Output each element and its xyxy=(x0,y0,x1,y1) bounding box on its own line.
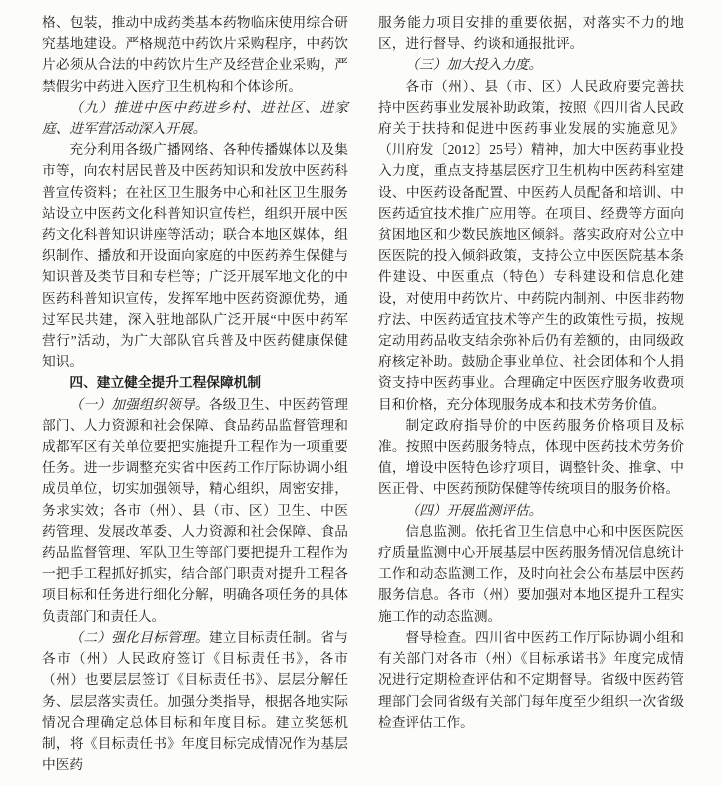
continuation-paragraph: 格、包装，推动中成药类基本药物临床使用综合研究基地建设。严格规范中药饮片采购程序，中药饮片必须从合法的中药饮片生产及经营企业采购，严禁假劣中药进入医疗卫生机构和个体诊所。 xyxy=(42,15,348,94)
left-column xyxy=(42,12,348,775)
item-3-heading: （三）加大投入力度。 xyxy=(405,57,543,73)
clause-label: （一）加强组织领导。 xyxy=(69,396,209,412)
item-4-body-2: 督导检查。四川省中医药工作厅际协调小组和有关部门对各市（州）《目标承诺书》年度完成情况进行定期检查评估和不定期督导。省级中医药管理部门会同省级有关部门每年度至少组织一次省级检查评估工作。 xyxy=(378,629,684,730)
item-3-body-1: 各市（州）、县（市、区）人民政府要完善扶持中医药事业发展补助政策，按照《四川省人民政府关于扶持和促进中医药事业发展的实施意见》（川府发〔2012〕25号）精神，加大中医药事业投入力度，重点支持基层医疗卫生机构中医药科室建设、中医药设备配置、中医药人员配备和培训、中医药适宜技术推广应用等。在项目、经费等方面向贫困地区和少数民族地区倾斜。落实政府对公立中医医院的投入倾斜政策，支持公立中医医院基本条件建设、中医重点（特色）专科建设和信息化建设，对使用中药饮片、中药院内制剂、中医非药物疗法、中医药适宜技术等产生的政策性亏损，按规定动用药品收支结余弥补后仍有差额的，由同级政府核定补助。鼓励企事业单位、社会团体和个人捐资支持中医药事业。合理确定中医医疗服务收费项目和价格，充分体现服务成本和技术劳务价值。 xyxy=(378,78,684,412)
item-2-targets xyxy=(42,627,348,775)
item-4-body-1: 信息监测。依托省卫生信息中心和中医医院医疗质量监测中心开展基层中医药服务情况信息统计工作和动态监测工作，及时向社会公布基层中医药服务信息。各市（州）要加强对本地区提升工程实施工作的动态监测。 xyxy=(378,523,684,624)
item-9-heading: （九）推进中医中药进乡村、进社区、进家庭、进军营活动深入开展。 xyxy=(42,99,348,137)
paragraph-text: 各级卫生、中医药管理部门、人力资源和社会保障、食品药品监督管理和成都军区有关单位要把实施提升工程作为一项重要任务。进一步调整充实省中医药工作厅际协调小组成员单位，切实加强领导，精心组织，周密安排，务求实效；各市（州）、县（市、区）卫生、中医药管理、发展改革委、人力资源和社会保障、食品药品监督管理、军队卫生等部门要把提升工程作为一把手工程抓好抓实，结合部门职责对提升工程各项目标和任务进行细化分解，明确各项任务的具体负责部门和责任人。 xyxy=(42,396,348,624)
right-column xyxy=(378,12,684,733)
item-4-heading: （四）开展监测评估。 xyxy=(405,502,543,518)
paragraph-text: 建立目标责任制。省与各市（州）人民政府签订《目标责任书》，各市（州）也要层层签订《目标责任书》、层层分解任务、层层落实责任。加强分类指导，根据各地实际情况合理确定总体目标和年度目标。建立奖惩机制，将《目标责任书》年度目标完成情况作为基层中医药 xyxy=(42,629,348,773)
item-3-body-2: 制定政府指导价的中医药服务价格项目及标准。按照中医药服务特点，体现中医药技术劳务价值，增设中医特色诊疗项目，调整针灸、推拿、中医正骨、中医药预防保健等传统项目的服务价格。 xyxy=(378,417,684,497)
item-1-organization xyxy=(42,394,348,627)
continuation-paragraph: 服务能力项目安排的重要依据，对落实不力的地区，进行督导、约谈和通报批评。 xyxy=(378,15,684,52)
clause-label: （二）强化目标管理。 xyxy=(69,629,209,645)
section-4-heading: 四、建立健全提升工程保障机制 xyxy=(69,375,262,391)
item-9-body: 充分利用各级广播网络、各种传播媒体以及集市等，向农村居民普及中医药知识和发放中医药科普宣传资料；在社区卫生服务中心和社区卫生服务站设立中医药文化科普知识宣传栏，组织开展中医药文化科普知识讲座等活动；联合本地区媒体，组织制作、播放和开设面向家庭的中医药养生保健与知识普及类节目和专栏等；广泛开展军地文化的中医药科普知识宣传，发挥军地中医药资源优势，通过军民共建，深入驻地部队广泛开展“中医中药军营行”活动，为广大部队官兵普及中医药健康保健知识。 xyxy=(42,142,348,370)
